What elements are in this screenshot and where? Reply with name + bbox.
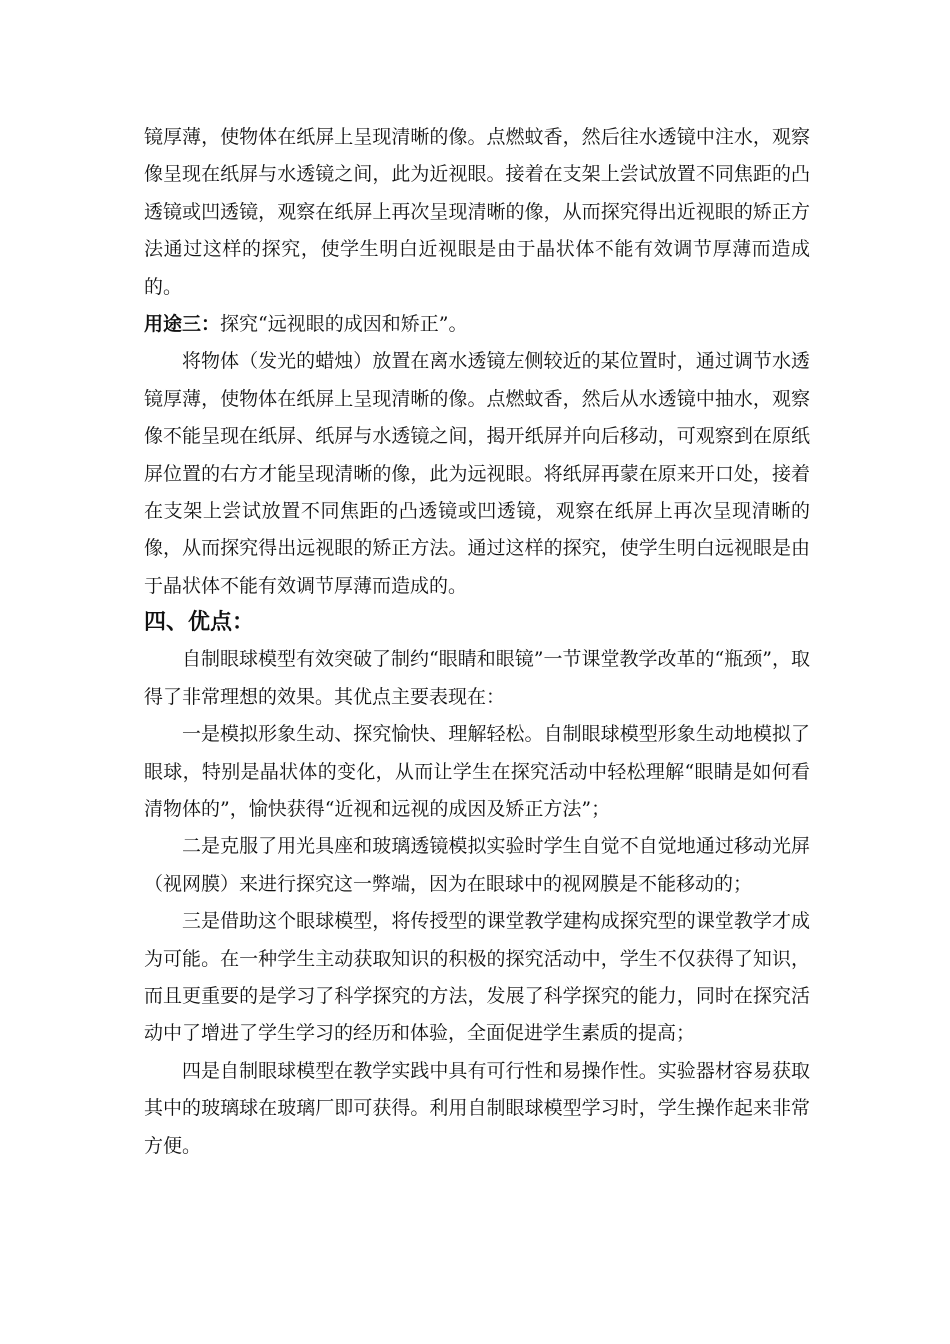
document-page [144, 119, 810, 1165]
section-four-heading: 四、优点： [144, 610, 255, 636]
paragraph-advantage-four: 四是自制眼球模型在教学实践中具有可行性和易操作性。实验器材容易获取其中的玻璃球在玻璃厂即可获得。利用自制眼球模型学习时，学生操作起来非常方便。 [144, 1059, 810, 1157]
use-three-text: 探究“远视眼的成因和矫正”。 [220, 313, 468, 336]
paragraph-advantages-intro: 自制眼球模型有效突破了制约“眼睛和眼镜”一节课堂教学改革的“瓶颈”，取得了非常理想的效果。其优点主要表现在： [144, 648, 810, 708]
paragraph-advantage-one: 一是模拟形象生动、探究愉快、理解轻松。自制眼球模型形象生动地模拟了眼球，特别是晶状体的变化，从而让学生在探究活动中轻松理解“眼睛是如何看清物体的”，愉快获得“近视和远视的成因及矫正方法”； [144, 723, 810, 820]
paragraph-myopia-continued: 镜厚薄，使物体在纸屏上呈现清晰的像。点燃蚊香，然后往水透镜中注水，观察像呈现在纸屏与水透镜之间，此为近视眼。接着在支架上尝试放置不同焦距的凸透镜或凹透镜，观察在纸屏上再次呈现清晰的像，从而探究得出近视眼的矫正方法通过这样的探究，使学生明白近视眼是由于晶状体不能有效调节厚薄而造成的。 [144, 126, 810, 298]
use-three-heading [144, 306, 810, 343]
paragraph-advantage-two: 二是克服了用光具座和玻璃透镜模拟实验时学生自觉不自觉地通过移动光屏（视网膜）来进行探究这一弊端，因为在眼球中的视网膜是不能移动的； [144, 835, 810, 895]
paragraph-hyperopia: 将物体（发光的蜡烛）放置在离水透镜左侧较近的某位置时，通过调节水透镜厚薄，使物体在纸屏上呈现清晰的像。点燃蚊香，然后从水透镜中抽水，观察像不能呈现在纸屏、纸屏与水透镜之间，揭开纸屏并向后移动，可观察到在原纸屏位置的右方才能呈现清晰的像，此为远视眼。将纸屏再蒙在原来开口处，接着在支架上尝试放置不同焦距的凸透镜或凹透镜，观察在纸屏上再次呈现清晰的像，从而探究得出远视眼的矫正方法。通过这样的探究，使学生明白远视眼是由于晶状体不能有效调节厚薄而造成的。 [144, 350, 810, 597]
paragraph-advantage-three: 三是借助这个眼球模型，将传授型的课堂教学建构成探究型的课堂教学才成为可能。在一种学生主动获取知识的积极的探究活动中，学生不仅获得了知识，而且更重要的是学习了科学探究的方法，发展了科学探究的能力，同时在探究活动中了增进了学生学习的经历和体验，全面促进学生素质的提高； [144, 910, 810, 1045]
use-three-label: 用途三： [144, 313, 221, 336]
